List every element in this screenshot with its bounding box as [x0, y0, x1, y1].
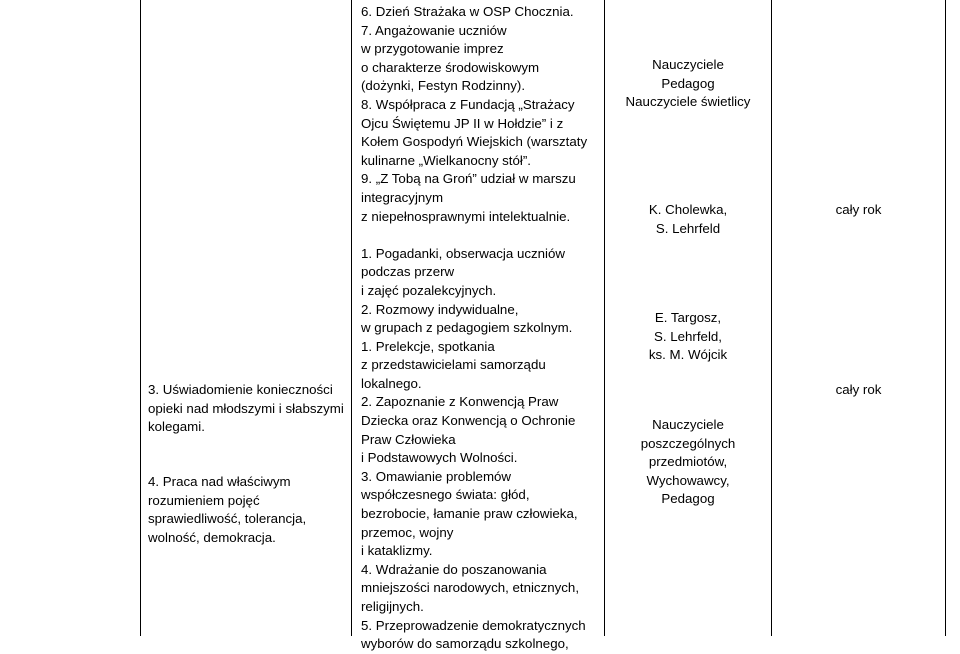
- responsible-line: ks. M. Wójcik: [648, 347, 728, 363]
- goal-item-4: [148, 473, 348, 547]
- activity-line: 3. Omawianie problemów: [361, 468, 512, 484]
- goal-line: wolność, demokracja.: [148, 529, 276, 545]
- activity-line: i Podstawowych Wolności.: [361, 450, 518, 466]
- activity-line: 4. Wdrażanie do poszanowania: [361, 561, 547, 577]
- activity-line: z niepełnosprawnymi intelektualnie.: [361, 208, 571, 224]
- table-border-left: [140, 0, 141, 636]
- activity-line: kulinarne „Wielkanocny stół”.: [361, 152, 531, 168]
- responsible-line: S. Lehrfeld: [655, 220, 721, 236]
- responsible-line: Nauczyciele: [652, 57, 724, 72]
- goal-line: rozumieniem pojęć: [148, 492, 260, 508]
- responsible-line: Pedagog: [661, 75, 715, 91]
- activity-line: lokalnego.: [361, 375, 422, 391]
- activity-line: o charakterze środowiskowym: [361, 59, 540, 75]
- activity-line: religijnych.: [361, 599, 424, 614]
- activity-line: 1. Prelekcje, spotkania: [361, 338, 495, 354]
- activity-line: podczas przerw: [361, 264, 455, 280]
- timeframe-2: [772, 381, 945, 400]
- activity-line: w grupach z pedagogiem szkolnym.: [361, 320, 573, 336]
- activity-line: 9. „Z Tobą na Groń” udział w marszu: [361, 171, 576, 187]
- goal-line: opieki nad młodszymi i słabszymi: [148, 400, 344, 416]
- timeframe-value: cały rok: [835, 382, 882, 397]
- activity-line: współczesnego świata: głód,: [361, 487, 530, 503]
- goal-line: 3. Uświadomienie konieczności: [148, 382, 333, 397]
- activity-line: 7. Angażowanie uczniów: [361, 22, 507, 38]
- activity-line: z przedstawicielami samorządu: [361, 357, 546, 373]
- activity-line: i kataklizmy.: [361, 543, 433, 559]
- responsible-line: Nauczyciele świetlicy: [625, 94, 751, 110]
- responsible-line: E. Targosz,: [654, 310, 722, 325]
- activity-line: 6. Dzień Strażaka w OSP Chocznia.: [361, 4, 574, 19]
- responsible-line: S. Lehrfeld,: [653, 328, 722, 344]
- activity-line: 5. Przeprowadzenie demokratycznych: [361, 617, 586, 633]
- activity-line: integracyjnym: [361, 189, 444, 205]
- responsible-line: Pedagog: [661, 491, 715, 507]
- activity-line: Kołem Gospodyń Wiejskich (warsztaty: [361, 134, 588, 150]
- activities-list: [361, 3, 601, 654]
- activity-line: w przygotowanie imprez: [361, 41, 504, 57]
- activity-line: (dożynki, Festyn Rodzinny).: [361, 78, 526, 94]
- table-border-right: [945, 0, 946, 636]
- table-border-col2: [351, 0, 352, 636]
- activity-line: i zajęć pozalekcyjnych.: [361, 282, 497, 298]
- timeframe-1: [772, 201, 945, 220]
- activity-line: 1. Pogadanki, obserwacja uczniów: [361, 245, 566, 261]
- responsible-group-4: [605, 416, 771, 509]
- responsible-line: przedmiotów,: [648, 454, 728, 470]
- activity-line: przemoc, wojny: [361, 524, 454, 540]
- goal-line: sprawiedliwość, tolerancja,: [148, 511, 307, 527]
- responsible-line: Wychowawcy,: [646, 472, 730, 488]
- activity-line: 2. Zapoznanie z Konwencją Praw: [361, 394, 559, 410]
- activity-line: 8. Współpraca z Fundacją „Strażacy: [361, 96, 575, 112]
- activity-line: mniejszości narodowych, etnicznych,: [361, 580, 580, 596]
- activity-line: Ojcu Świętemu JP II w Hołdzie” i z: [361, 115, 564, 131]
- timeframe-value: cały rok: [835, 202, 882, 217]
- activity-line: 2. Rozmowy indywidualne,: [361, 301, 519, 317]
- responsible-line: Nauczyciele: [652, 417, 724, 432]
- activity-line: wyborów do samorządu szkolnego,: [361, 636, 569, 652]
- responsible-line: K. Cholewka,: [648, 202, 728, 217]
- goal-line: kolegami.: [148, 419, 205, 435]
- activity-line: bezrobocie, łamanie praw człowieka,: [361, 506, 578, 522]
- activity-line: Dziecka oraz Konwencją o Ochronie: [361, 413, 576, 429]
- responsible-group-2: [605, 201, 771, 238]
- responsible-line: poszczególnych: [640, 435, 736, 451]
- responsible-group-1: [605, 56, 771, 112]
- responsible-group-3: [605, 309, 771, 365]
- activity-line: Praw Człowieka: [361, 431, 456, 447]
- goal-line: 4. Praca nad właściwym: [148, 474, 291, 489]
- goal-item-3: [148, 381, 348, 437]
- table-border-col4: [771, 0, 772, 636]
